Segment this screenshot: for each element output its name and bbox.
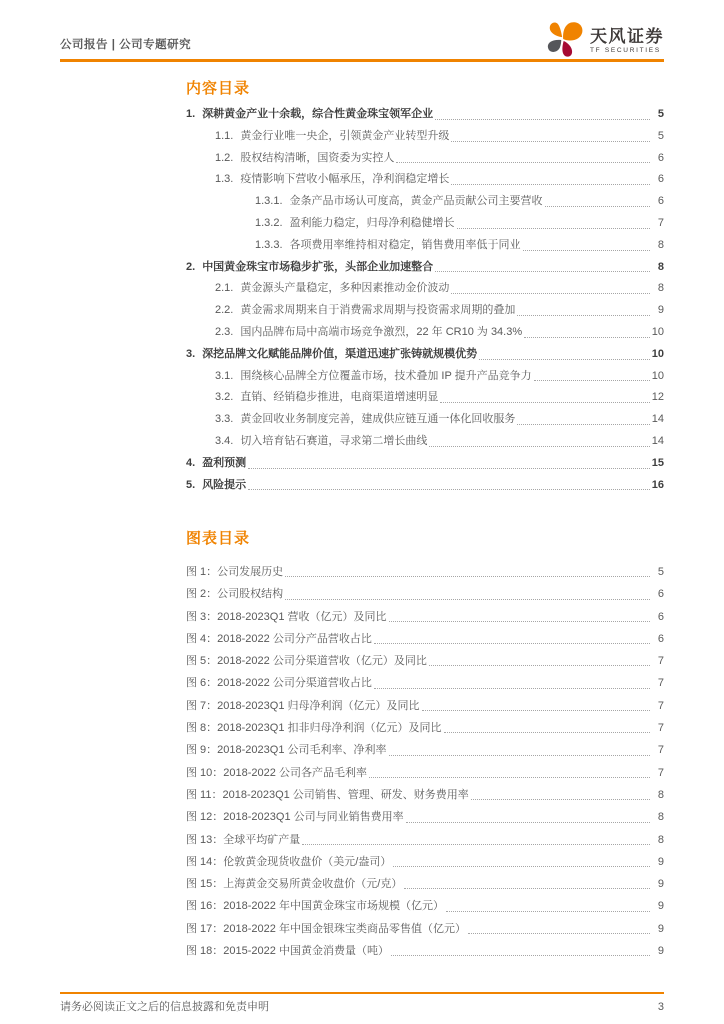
toc-entry[interactable] [186,475,664,497]
figure-entry-page: 9 [657,900,664,913]
figure-entry[interactable] [186,873,664,895]
dot-leader [455,213,652,235]
dot-leader [466,918,652,940]
figure-entry-page: 9 [657,922,664,935]
toc-entry[interactable] [186,126,664,148]
figure-entry-page: 8 [657,833,664,846]
figure-entry-page: 9 [657,855,664,868]
figure-entry[interactable] [186,784,664,806]
toc-entry-number: 4. [186,456,196,469]
toc-entry-number: 1.3.1. [255,195,283,208]
toc-entry-title: 切入培育钻石赛道，寻求第二增长曲线 [240,434,428,447]
toc-entry-number: 3.2. [215,391,234,404]
toc-entry-page: 5 [657,129,664,142]
toc-entry[interactable] [186,409,664,431]
toc-entry-page: 14 [651,413,664,426]
toc-entry-page: 6 [657,173,664,186]
dot-leader [469,784,652,806]
toc-entry-page: 8 [657,282,664,295]
tf-logo-flower-icon [547,21,585,59]
figure-entry-title: 图 8：2018-2023Q1 扣非归母净利润（亿元）及同比 [186,722,442,735]
toc-entry-title: 风险提示 [202,478,247,491]
toc-entry[interactable] [186,148,664,170]
dot-leader [387,739,652,761]
dot-leader [389,940,652,962]
toc-entry-page: 8 [657,238,664,251]
figure-entry[interactable] [186,940,664,962]
figure-entry[interactable] [186,918,664,940]
figure-entry-title: 图 16：2018-2022 年中国黄金珠宝市场规模（亿元） [186,900,444,913]
toc-entry-title: 金条产品市场认可度高，黄金产品贡献公司主要营收 [289,195,543,208]
figure-entry-page: 7 [657,699,664,712]
figure-entry-title: 图 9：2018-2023Q1 公司毛利率、净利率 [186,744,387,757]
toc-entry-title: 盈利预测 [202,456,247,469]
dot-leader [372,628,652,650]
toc-entry[interactable] [186,213,664,235]
figure-entry-title: 图 1：公司发展历史 [186,566,284,578]
header-divider [60,59,664,62]
figures-toc-section [186,530,664,962]
toc-entry-number: 2.1. [215,282,234,295]
dot-leader [387,606,652,628]
figure-entry-page: 6 [657,632,664,645]
toc-entry[interactable] [186,453,664,475]
toc-entry[interactable] [186,344,664,366]
toc-entry-number: 3.4. [215,434,234,447]
dot-leader [246,453,652,475]
toc-entry[interactable] [186,300,664,322]
figure-entry-page: 8 [657,788,664,801]
toc-entry[interactable] [186,366,664,388]
figure-entry-title: 图 6：2018-2022 公司分渠道营收占比 [186,677,372,690]
figure-entry[interactable] [186,851,664,873]
toc-list [186,104,664,496]
figure-entry-page: 6 [657,610,664,623]
dot-leader [532,366,652,388]
toc-entry-page: 7 [657,216,664,229]
toc-entry[interactable] [186,235,664,257]
toc-entry-title: 国内品牌布局中高端市场竞争激烈，22 年 CR10 为 34.3% [240,325,523,338]
figure-entry[interactable] [186,606,664,628]
figure-entry-title: 图 14：伦敦黄金现货收盘价（美元/盎司） [186,855,392,868]
toc-entry-title: 黄金源头产量稳定，多种因素推动金价波动 [240,282,450,295]
toc-entry[interactable] [186,387,664,409]
figure-entry-title: 图 18：2015-2022 中国黄金消费量（吨） [186,945,389,958]
dot-leader [420,695,652,717]
toc-entry-title: 黄金回收业务制度完善，建成供应链互通一体化回收服务 [240,413,516,426]
toc-entry-page: 14 [651,434,664,447]
figure-entry-title: 图 12：2018-2023Q1 公司与同业销售费用率 [186,811,404,824]
toc-entry-number: 1.2. [215,151,234,164]
toc-entry-page: 10 [651,369,664,382]
dot-leader [521,235,652,257]
toc-entry-number: 1. [186,108,196,120]
toc-entry-number: 5. [186,478,196,491]
toc-entry-page: 6 [657,151,664,164]
toc-entry-title: 股权结构清晰，国资委为实控人 [240,151,395,164]
toc-entry-page: 10 [651,325,664,338]
toc-entry-page: 15 [651,456,664,469]
toc-entry-page: 6 [657,195,664,208]
dot-leader [433,257,652,279]
toc-entry-title: 深挖品牌文化赋能品牌价值，渠道迅速扩张铸就规模优势 [202,347,478,360]
toc-entry-title: 中国黄金珠宝市场稳步扩张，头部企业加速整合 [202,260,434,273]
figure-entry-title: 图 4：2018-2022 公司分产品营收占比 [186,632,372,645]
dot-leader [543,191,652,213]
toc-entry-title: 疫情影响下营收小幅承压，净利润稳定增长 [240,173,450,186]
dot-leader [515,409,651,431]
toc-title: 内容目录 [186,80,251,97]
dot-leader [449,126,652,148]
toc-entry[interactable] [186,322,664,344]
toc-entry-number: 3. [186,347,196,360]
figure-entry[interactable] [186,628,664,650]
dot-leader [300,829,652,851]
toc-entry-page: 8 [657,260,664,273]
figure-entry-title: 图 2：公司股权结构 [186,588,284,601]
page-number: 3 [657,1001,664,1013]
figure-entry-page: 7 [657,766,664,779]
toc-entry-number: 3.3. [215,413,234,426]
figure-entry-page: 7 [657,744,664,757]
breadcrumb: 公司报告 | 公司专题研究 [60,39,192,51]
figure-entry[interactable] [186,806,664,828]
figure-entry[interactable] [186,739,664,761]
toc-entry-number: 2. [186,260,196,273]
toc-entry-title: 黄金需求周期来自于消费需求周期与投资需求周期的叠加 [240,304,516,317]
dot-leader [433,104,652,126]
toc-entry[interactable] [186,431,664,453]
dot-leader [283,583,652,605]
toc-entry-number: 1.3. [215,173,234,186]
toc-entry-title: 盈利能力稳定，归母净利稳健增长 [289,216,455,229]
figure-entry-page: 8 [657,811,664,824]
dot-leader [404,806,652,828]
dot-leader [449,169,652,191]
figure-entry-page: 7 [657,677,664,690]
toc-entry-number: 2.3. [215,325,234,338]
figure-entry-title: 图 5：2018-2022 公司分渠道营收（亿元）及同比 [186,655,427,668]
figure-entry[interactable] [186,717,664,739]
toc-entry-page: 5 [657,108,664,120]
toc-entry-number: 1.3.2. [255,216,283,229]
dot-leader [394,148,652,170]
toc-entry-number: 2.2. [215,304,234,317]
toc-entry-title: 黄金行业唯一央企，引领黄金产业转型升级 [240,129,450,142]
figure-entry[interactable] [186,762,664,784]
logo-text [590,27,664,54]
figure-entry-title: 图 13：全球平均矿产量 [186,833,301,846]
figures-list [186,561,664,962]
dot-leader [522,322,652,344]
dot-leader [438,387,651,409]
figure-entry-page: 6 [657,588,664,601]
dot-leader [391,851,652,873]
figure-entry-title: 图 17：2018-2022 年中国金银珠宝类商品零售值（亿元） [186,922,466,935]
figure-entry-page: 9 [657,878,664,891]
toc-entry[interactable] [186,191,664,213]
dot-leader [427,431,651,453]
toc-entry-page: 16 [651,478,664,491]
toc-entry-number: 1.3.3. [255,238,283,251]
toc-entry-number: 3.1. [215,369,234,382]
toc-entry-title: 围绕核心品牌全方位覆盖市场，技术叠加 IP 提升产品竞争力 [240,369,532,382]
figure-entry[interactable] [186,650,664,672]
dot-leader [367,762,652,784]
figure-entry-page: 9 [657,945,664,958]
disclaimer-text: 请务必阅读正文之后的信息披露和免责申明 [60,1001,269,1013]
dot-leader [444,895,652,917]
figure-entry-title: 图 3：2018-2023Q1 营收（亿元）及同比 [186,610,387,623]
figures-title: 图表目录 [186,530,251,547]
toc-entry[interactable] [186,257,664,279]
toc-entry-page: 12 [651,391,664,404]
dot-leader [427,650,652,672]
dot-leader [372,672,652,694]
toc-entry-title: 直销、经销稳步推进，电商渠道增速明显 [240,391,439,404]
figure-entry[interactable] [186,695,664,717]
figure-entry-page: 7 [657,722,664,735]
toc-entry-page: 9 [657,304,664,317]
dot-leader [402,873,652,895]
dot-leader [283,561,652,583]
dot-leader [449,278,652,300]
figure-entry[interactable] [186,895,664,917]
dot-leader [246,475,652,497]
toc-entry-title: 各项费用率维持相对稳定，销售费用率低于同业 [289,238,521,251]
dot-leader [477,344,652,366]
figure-entry-title: 图 15：上海黄金交易所黄金收盘价（元/克） [186,878,403,891]
logo-company-name-en: TF SECURITIES [590,46,661,54]
figure-entry-title: 图 11：2018-2023Q1 公司销售、管理、研发、财务费用率 [186,788,469,801]
toc-entry[interactable] [186,278,664,300]
footer-divider [60,992,664,994]
figure-entry[interactable] [186,583,664,605]
figure-entry[interactable] [186,672,664,694]
toc-entry[interactable] [186,104,664,126]
figure-entry-title: 图 10：2018-2022 公司各产品毛利率 [186,766,367,779]
figure-entry[interactable] [186,829,664,851]
dot-leader [515,300,652,322]
figure-entry-title: 图 7：2018-2023Q1 归母净利润（亿元）及同比 [186,699,420,712]
toc-entry[interactable] [186,169,664,191]
tf-securities-logo [547,21,664,59]
toc-entry-title: 深耕黄金产业十余载，综合性黄金珠宝领军企业 [202,108,434,120]
content-toc-section [186,80,664,496]
figure-entry[interactable] [186,561,664,583]
dot-leader [442,717,652,739]
toc-entry-number: 1.1. [215,129,234,142]
figure-entry-page: 5 [657,566,664,578]
logo-company-name: 天风证券 [590,26,664,46]
figure-entry-page: 7 [657,655,664,668]
toc-entry-page: 10 [651,347,664,360]
